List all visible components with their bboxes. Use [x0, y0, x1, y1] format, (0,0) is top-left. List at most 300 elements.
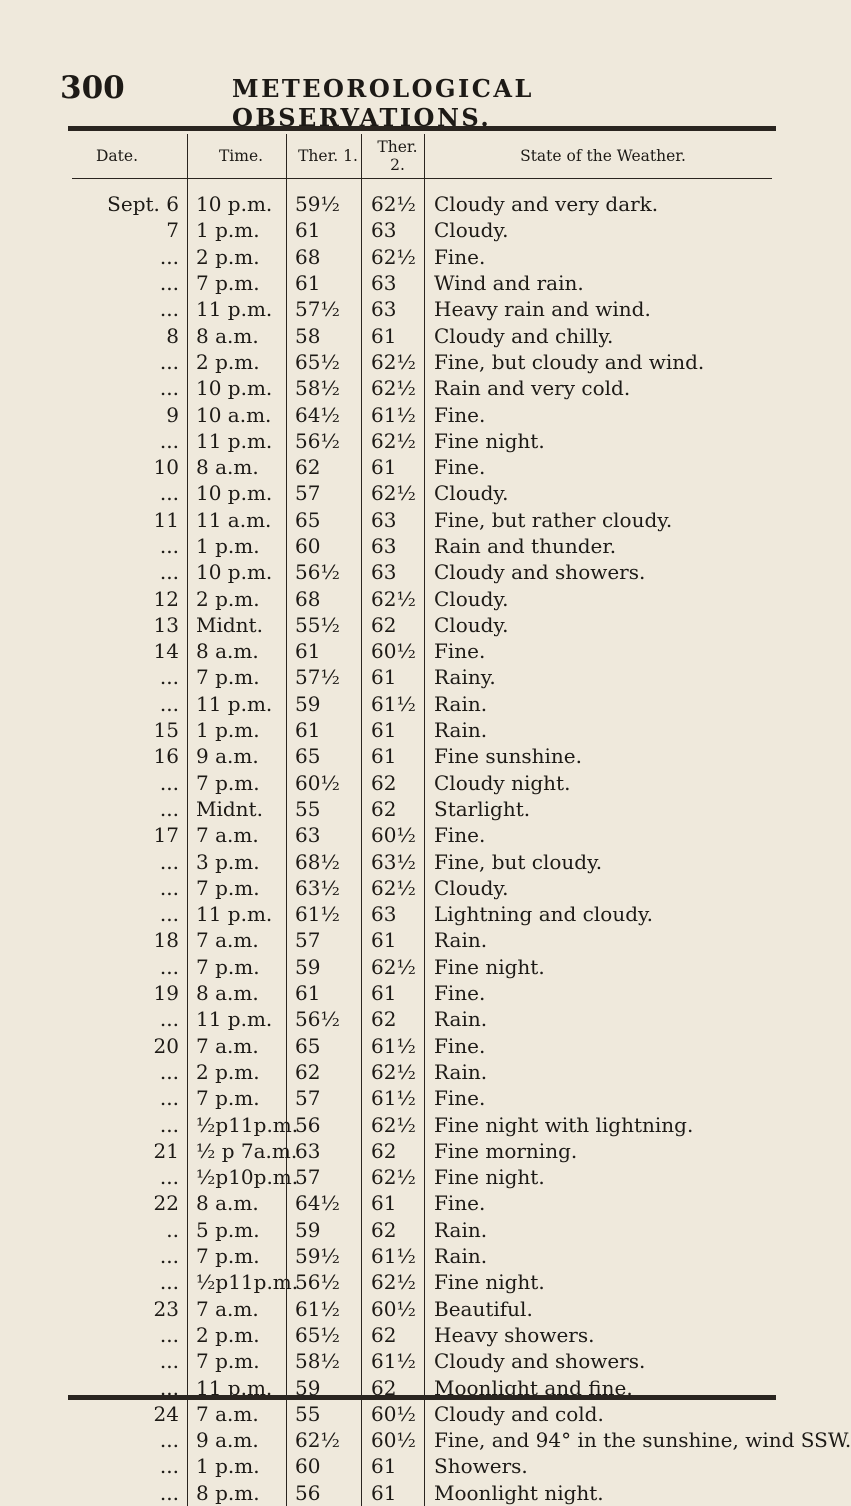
cell-ther1: 61	[287, 980, 362, 1006]
cell-time: 8 a.m.	[188, 638, 287, 664]
cell-time: 1 p.m.	[188, 217, 287, 243]
table-row	[72, 375, 772, 401]
cell-state: Cloudy and chilly.	[425, 322, 773, 348]
table-row	[72, 1348, 772, 1374]
cell-time: 2 p.m.	[188, 585, 287, 611]
cell-ther1: 56	[287, 1111, 362, 1137]
cell-ther1: 62	[287, 454, 362, 480]
cell-time: 8 a.m.	[188, 322, 287, 348]
cell-ther2: 62	[362, 1374, 425, 1400]
table-row	[72, 1164, 772, 1190]
cell-ther1: 65	[287, 507, 362, 533]
cell-time: 7 p.m.	[188, 664, 287, 690]
cell-date: 20	[153, 1033, 179, 1058]
cell-ther2: 62½	[362, 954, 425, 980]
cell-ther1: 59½	[287, 1243, 362, 1269]
table-row	[72, 1190, 772, 1216]
cell-date: 14	[153, 639, 179, 664]
cell-ther2: 62½	[362, 585, 425, 611]
cell-ther2: 62	[362, 770, 425, 796]
cell-time: ½p11p.m.	[188, 1111, 287, 1137]
cell-time: 7 p.m.	[188, 270, 287, 296]
column-header-ther2: Ther. 2.	[362, 134, 425, 179]
table-row	[72, 1059, 772, 1085]
cell-ther2: 61	[362, 927, 425, 953]
cell-date: 7	[166, 218, 179, 243]
table-row	[72, 1295, 772, 1321]
cell-ther1: 57	[287, 1085, 362, 1111]
cell-time: 7 p.m.	[188, 954, 287, 980]
table-bottom-rule	[68, 1395, 776, 1400]
table-row	[72, 664, 772, 690]
cell-time: 10 p.m.	[188, 559, 287, 585]
cell-ther1: 59	[287, 1217, 362, 1243]
cell-time: 7 a.m.	[188, 1033, 287, 1059]
page-number: 300	[60, 70, 125, 106]
table-row	[72, 1401, 772, 1427]
cell-ther2: 63	[362, 901, 425, 927]
cell-date: ...	[159, 1059, 179, 1084]
cell-ther1: 68	[287, 585, 362, 611]
table-row	[72, 1217, 772, 1243]
cell-ther1: 58½	[287, 1348, 362, 1374]
cell-ther2: 63	[362, 217, 425, 243]
cell-date: ...	[159, 481, 179, 506]
cell-ther2: 63½	[362, 848, 425, 874]
cell-state: Fine.	[425, 1085, 773, 1111]
cell-ther1: 56½	[287, 428, 362, 454]
cell-ther2: 61	[362, 743, 425, 769]
cell-state: Rain.	[425, 691, 773, 717]
cell-ther1: 61	[287, 638, 362, 664]
table-row	[72, 743, 772, 769]
cell-state: Rain.	[425, 717, 773, 743]
cell-ther1: 57	[287, 927, 362, 953]
header-row	[72, 134, 772, 179]
cell-ther1: 65½	[287, 1322, 362, 1348]
cell-date: 9	[166, 402, 179, 427]
cell-ther2: 61	[362, 980, 425, 1006]
cell-date: 10	[153, 455, 179, 480]
cell-ther2: 61	[362, 1480, 425, 1506]
cell-ther2: 61½	[362, 1085, 425, 1111]
cell-date: ...	[159, 849, 179, 874]
cell-ther2: 62½	[362, 349, 425, 375]
cell-ther2: 61	[362, 322, 425, 348]
cell-ther1: 62½	[287, 1427, 362, 1453]
cell-date: ...	[159, 1322, 179, 1347]
table-row	[72, 770, 772, 796]
cell-date: 11	[153, 507, 179, 532]
table-row	[72, 270, 772, 296]
cell-state: Fine, but rather cloudy.	[425, 507, 773, 533]
cell-date: ...	[159, 1244, 179, 1269]
cell-date: 21	[153, 1138, 179, 1163]
cell-time: 7 p.m.	[188, 770, 287, 796]
cell-time: 2 p.m.	[188, 244, 287, 270]
table-row	[72, 507, 772, 533]
cell-state: Fine.	[425, 638, 773, 664]
observations-table	[72, 134, 851, 1506]
table-row	[72, 1033, 772, 1059]
table-row	[72, 638, 772, 664]
cell-ther2: 62	[362, 796, 425, 822]
cell-ther1: 68½	[287, 848, 362, 874]
cell-state: Cloudy and showers.	[425, 1348, 773, 1374]
cell-ther1: 56	[287, 1480, 362, 1506]
cell-date: ...	[159, 534, 179, 558]
cell-time: 8 p.m.	[188, 1480, 287, 1506]
cell-date: ...	[159, 1112, 179, 1137]
table-row	[72, 822, 772, 848]
cell-time: 8 a.m.	[188, 1190, 287, 1216]
cell-ther1: 56½	[287, 1006, 362, 1032]
cell-state: Cloudy.	[425, 217, 773, 243]
cell-ther1: 59½	[287, 179, 362, 218]
cell-ther1: 56½	[287, 1269, 362, 1295]
cell-state: Fine night.	[425, 428, 773, 454]
table-row	[72, 1269, 772, 1295]
cell-date: 13	[153, 612, 179, 637]
cell-state: Cloudy night.	[425, 770, 773, 796]
cell-time: 2 p.m.	[188, 1059, 287, 1085]
table-row	[72, 875, 772, 901]
cell-state: Rain and very cold.	[425, 375, 773, 401]
cell-ther2: 61½	[362, 691, 425, 717]
cell-ther2: 62½	[362, 875, 425, 901]
cell-state: Fine.	[425, 980, 773, 1006]
cell-state: Rainy.	[425, 664, 773, 690]
cell-state: Fine night.	[425, 1164, 773, 1190]
cell-state: Cloudy.	[425, 480, 773, 506]
cell-ther2: 60½	[362, 1295, 425, 1321]
cell-date: Sept. 6	[107, 192, 179, 217]
cell-state: Moonlight and fine.	[425, 1374, 773, 1400]
cell-date: ...	[159, 796, 179, 821]
table-row	[72, 848, 772, 874]
cell-ther2: 63	[362, 559, 425, 585]
cell-time: 11 a.m.	[188, 507, 287, 533]
column-header-ther1: Ther. 1.	[287, 134, 362, 179]
cell-ther1: 65	[287, 1033, 362, 1059]
cell-date: ...	[159, 1480, 179, 1505]
cell-time: 7 p.m.	[188, 1243, 287, 1269]
cell-date: ...	[159, 1165, 179, 1190]
table-row	[72, 322, 772, 348]
cell-ther1: 61	[287, 717, 362, 743]
cell-state: Fine, but cloudy and wind.	[425, 349, 773, 375]
cell-state: Fine.	[425, 401, 773, 427]
cell-time: 2 p.m.	[188, 1322, 287, 1348]
cell-state: Wind and rain.	[425, 270, 773, 296]
column-header-state: State of the Weather.	[425, 134, 773, 179]
cell-time: 3 p.m.	[188, 848, 287, 874]
cell-date: 8	[166, 323, 179, 348]
cell-ther2: 62½	[362, 244, 425, 270]
cell-ther1: 57	[287, 480, 362, 506]
cell-ther2: 61	[362, 717, 425, 743]
cell-ther1: 64½	[287, 1190, 362, 1216]
table-row	[72, 559, 772, 585]
cell-ther1: 57½	[287, 664, 362, 690]
cell-date: ...	[159, 875, 179, 900]
cell-date: ...	[159, 1270, 179, 1295]
cell-date: ...	[159, 1375, 179, 1400]
cell-time: 9 a.m.	[188, 1427, 287, 1453]
cell-state: Rain and thunder.	[425, 533, 773, 559]
cell-date: 24	[153, 1401, 179, 1426]
table-row	[72, 927, 772, 953]
cell-ther1: 59	[287, 1374, 362, 1400]
cell-state: Cloudy and very dark.	[425, 179, 773, 218]
cell-ther1: 59	[287, 691, 362, 717]
table-row	[72, 428, 772, 454]
cell-time: 7 a.m.	[188, 1401, 287, 1427]
cell-state: Starlight.	[425, 796, 773, 822]
cell-ther1: 58	[287, 322, 362, 348]
cell-ther2: 60½	[362, 1401, 425, 1427]
cell-ther2: 62½	[362, 428, 425, 454]
cell-ther2: 60½	[362, 1427, 425, 1453]
cell-ther2: 63	[362, 270, 425, 296]
table-row	[72, 1322, 772, 1348]
cell-date: ...	[159, 271, 179, 296]
cell-state: Fine.	[425, 1033, 773, 1059]
cell-state: Showers.	[425, 1453, 773, 1479]
cell-ther1: 57½	[287, 296, 362, 322]
cell-ther2: 61	[362, 664, 425, 690]
cell-ther1: 61½	[287, 1295, 362, 1321]
table-top-rule	[68, 126, 776, 131]
cell-time: 7 a.m.	[188, 1295, 287, 1321]
table-row	[72, 244, 772, 270]
table-row	[72, 1138, 772, 1164]
table-row	[72, 401, 772, 427]
cell-time: 7 a.m.	[188, 822, 287, 848]
cell-ther1: 61½	[287, 901, 362, 927]
cell-time: 2 p.m.	[188, 349, 287, 375]
cell-date: 16	[153, 744, 179, 769]
cell-time: ½ p 7a.m.	[188, 1138, 287, 1164]
cell-ther1: 65	[287, 743, 362, 769]
cell-state: Fine.	[425, 822, 773, 848]
cell-ther1: 63	[287, 822, 362, 848]
cell-date: ...	[159, 770, 179, 795]
table-row	[72, 691, 772, 717]
table-row	[72, 1480, 772, 1506]
cell-ther1: 61	[287, 217, 362, 243]
table-row	[72, 454, 772, 480]
cell-ther2: 60½	[362, 822, 425, 848]
table-row	[72, 717, 772, 743]
cell-state: Beautiful.	[425, 1295, 773, 1321]
cell-time: Midnt.	[188, 612, 287, 638]
cell-time: 7 p.m.	[188, 1348, 287, 1374]
table-row	[72, 1453, 772, 1479]
cell-time: 7 p.m.	[188, 1085, 287, 1111]
table-row	[72, 533, 772, 559]
cell-ther2: 62½	[362, 1059, 425, 1085]
cell-state: Rain.	[425, 1059, 773, 1085]
table-row	[72, 954, 772, 980]
cell-ther1: 55	[287, 796, 362, 822]
cell-ther1: 60	[287, 1453, 362, 1479]
cell-date: ...	[159, 954, 179, 979]
table-row	[72, 1111, 772, 1137]
cell-state: Rain.	[425, 1243, 773, 1269]
cell-ther2: 62	[362, 1006, 425, 1032]
cell-ther1: 58½	[287, 375, 362, 401]
cell-date: 22	[153, 1191, 179, 1216]
cell-ther2: 62	[362, 612, 425, 638]
cell-time: Midnt.	[188, 796, 287, 822]
cell-ther2: 60½	[362, 638, 425, 664]
cell-date: ...	[159, 349, 179, 374]
cell-ther2: 62	[362, 1322, 425, 1348]
cell-ther2: 62½	[362, 1164, 425, 1190]
cell-date: ...	[159, 665, 179, 690]
cell-time: 5 p.m.	[188, 1217, 287, 1243]
cell-time: 8 a.m.	[188, 454, 287, 480]
cell-ther1: 59	[287, 954, 362, 980]
table-row	[72, 179, 772, 218]
cell-date: 18	[153, 928, 179, 953]
cell-state: Heavy showers.	[425, 1322, 773, 1348]
cell-time: 1 p.m.	[188, 717, 287, 743]
cell-ther2: 61	[362, 454, 425, 480]
cell-ther2: 62½	[362, 375, 425, 401]
cell-state: Cloudy.	[425, 612, 773, 638]
cell-ther1: 55	[287, 1401, 362, 1427]
cell-state: Fine night with lightning.	[425, 1111, 773, 1137]
cell-time: 11 p.m.	[188, 296, 287, 322]
cell-time: 11 p.m.	[188, 901, 287, 927]
cell-ther2: 63	[362, 507, 425, 533]
table-row	[72, 1427, 772, 1453]
cell-date: ...	[159, 297, 179, 322]
cell-ther2: 62½	[362, 179, 425, 218]
cell-time: 9 a.m.	[188, 743, 287, 769]
cell-ther1: 62	[287, 1059, 362, 1085]
cell-state: Cloudy and showers.	[425, 559, 773, 585]
cell-date: ...	[159, 1086, 179, 1111]
cell-state: Rain.	[425, 1006, 773, 1032]
cell-ther1: 55½	[287, 612, 362, 638]
cell-state: Fine, but cloudy.	[425, 848, 773, 874]
table-row	[72, 296, 772, 322]
cell-date: 23	[153, 1296, 179, 1321]
cell-ther2: 63	[362, 296, 425, 322]
cell-date: ...	[159, 1349, 179, 1374]
cell-state: Fine.	[425, 244, 773, 270]
cell-state: Fine.	[425, 454, 773, 480]
cell-state: Rain.	[425, 1217, 773, 1243]
cell-state: Moonlight night.	[425, 1480, 773, 1506]
cell-ther1: 68	[287, 244, 362, 270]
running-head: METEOROLOGICAL OBSERVATIONS.	[232, 74, 534, 132]
cell-ther2: 62½	[362, 1111, 425, 1137]
cell-time: 10 p.m.	[188, 480, 287, 506]
table-row	[72, 796, 772, 822]
cell-ther2: 61½	[362, 1243, 425, 1269]
cell-state: Cloudy.	[425, 875, 773, 901]
table-row	[72, 1243, 772, 1269]
cell-date: ...	[159, 244, 179, 269]
cell-state: Fine.	[425, 1190, 773, 1216]
cell-state: Rain.	[425, 927, 773, 953]
cell-state: Fine, and 94° in the sunshine, wind SSW.	[425, 1427, 773, 1453]
table-row	[72, 349, 772, 375]
cell-ther2: 62½	[362, 480, 425, 506]
cell-date: ...	[159, 560, 179, 585]
cell-date: ...	[159, 428, 179, 453]
cell-ther2: 62	[362, 1138, 425, 1164]
cell-time: 11 p.m.	[188, 691, 287, 717]
column-header-date: Date.	[72, 134, 188, 179]
cell-ther1: 60½	[287, 770, 362, 796]
cell-date: ..	[166, 1217, 179, 1242]
cell-time: 8 a.m.	[188, 980, 287, 1006]
cell-ther2: 62½	[362, 1269, 425, 1295]
table-row	[72, 1085, 772, 1111]
cell-date: 15	[153, 718, 179, 743]
cell-state: Cloudy.	[425, 585, 773, 611]
cell-state: Fine night.	[425, 1269, 773, 1295]
cell-time: 7 p.m.	[188, 875, 287, 901]
cell-date: ...	[159, 691, 179, 716]
cell-time: 10 a.m.	[188, 401, 287, 427]
cell-ther1: 56½	[287, 559, 362, 585]
cell-time: 11 p.m.	[188, 1006, 287, 1032]
cell-ther1: 57	[287, 1164, 362, 1190]
page-header	[0, 0, 801, 132]
cell-ther2: 61½	[362, 1348, 425, 1374]
cell-time: 10 p.m.	[188, 375, 287, 401]
table-row	[72, 217, 772, 243]
cell-date: ...	[159, 1428, 179, 1453]
cell-state: Fine night.	[425, 954, 773, 980]
cell-ther1: 60	[287, 533, 362, 559]
cell-date: 12	[153, 586, 179, 611]
cell-state: Heavy rain and wind.	[425, 296, 773, 322]
cell-date: ...	[159, 376, 179, 401]
cell-ther2: 61	[362, 1190, 425, 1216]
cell-state: Lightning and cloudy.	[425, 901, 773, 927]
cell-time: 7 a.m.	[188, 927, 287, 953]
cell-ther1: 63½	[287, 875, 362, 901]
table-row	[72, 1006, 772, 1032]
cell-time: 1 p.m.	[188, 1453, 287, 1479]
cell-state: Cloudy and cold.	[425, 1401, 773, 1427]
table-row	[72, 901, 772, 927]
cell-ther2: 61½	[362, 401, 425, 427]
cell-date: ...	[159, 902, 179, 927]
cell-ther2: 62	[362, 1217, 425, 1243]
cell-date: 19	[153, 981, 179, 1006]
cell-state: Fine morning.	[425, 1138, 773, 1164]
cell-ther1: 61	[287, 270, 362, 296]
table-row	[72, 980, 772, 1006]
cell-ther1: 63	[287, 1138, 362, 1164]
cell-time: 1 p.m.	[188, 533, 287, 559]
table-row	[72, 612, 772, 638]
table-row	[72, 480, 772, 506]
cell-time: 11 p.m.	[188, 1374, 287, 1400]
observations-body	[72, 179, 851, 1506]
cell-ther1: 65½	[287, 349, 362, 375]
cell-date: ...	[159, 1454, 179, 1479]
cell-ther2: 61½	[362, 1033, 425, 1059]
